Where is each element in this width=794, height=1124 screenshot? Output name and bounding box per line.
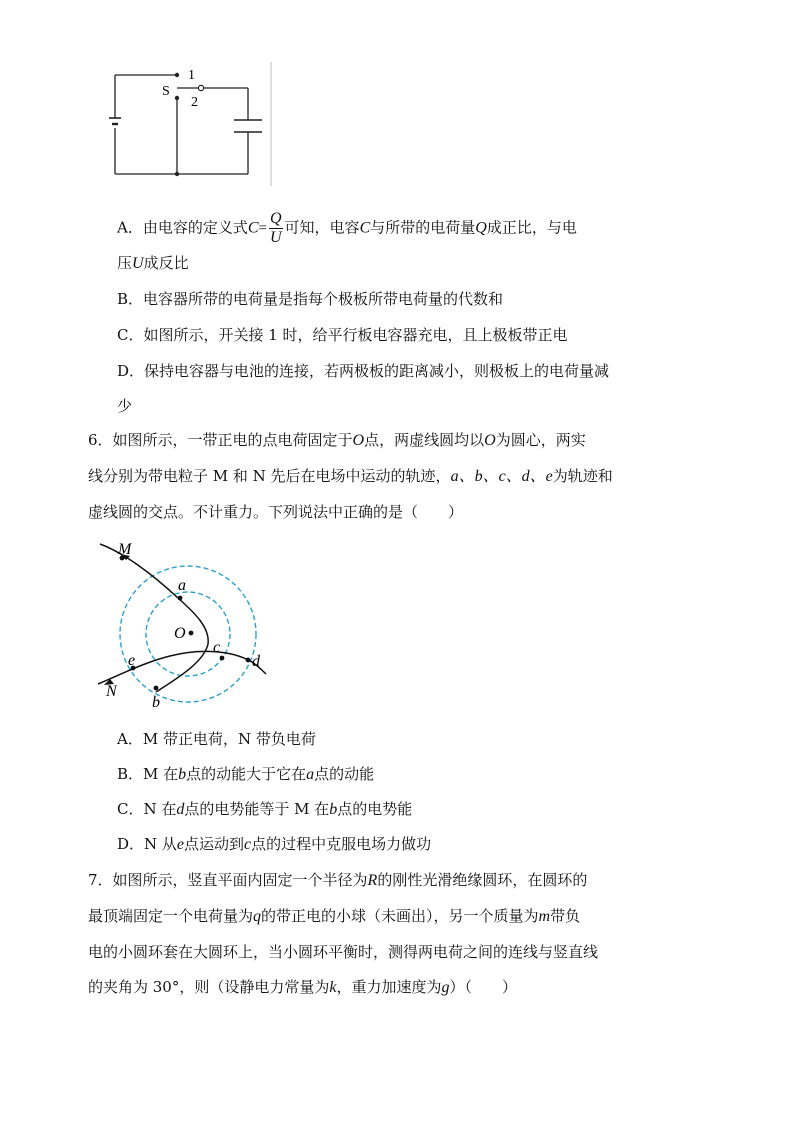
q5-option-a-line2: 压U成反比	[117, 254, 189, 272]
q7-stem-line3: 电的小圆环套在大圆环上，当小圆环平衡时，测得两电荷之间的连线与竖直线	[88, 943, 599, 961]
q6-stem-line2: 线分别为带电粒子 M 和 N 先后在电场中运动的轨迹，a、b、c、d、e为轨迹和	[88, 467, 613, 485]
q5-option-d-line2: 少	[117, 397, 133, 415]
label-o: O	[174, 625, 186, 642]
q5-option-d-line1: D．保持电容器与电池的连接，若两极板的距离减小，则极板上的电荷量减	[117, 362, 610, 380]
q6-stem-line3: 虚线圆的交点。不计重力。下列说法中正确的是（ ）	[88, 503, 464, 521]
fraction-q-over-u: $\frac{Q}{U}$	[269, 210, 282, 246]
label-a: a	[178, 577, 186, 594]
field-trajectory-diagram	[92, 538, 276, 710]
trajectory-n	[98, 651, 266, 684]
contact-1-label: 1	[188, 68, 195, 83]
q6-stem-line1: 6．如图所示，一带正电的点电荷固定于O点，两虚线圆均以O为圆心，两实	[88, 431, 586, 449]
label-c: c	[213, 639, 221, 656]
outer-dashed-circle	[120, 566, 256, 702]
q6-option-c: C．N 在d点的电势能等于 M 在b点的电势能	[117, 800, 413, 818]
label-e: e	[128, 652, 136, 669]
label-d: d	[252, 653, 260, 670]
circuit-diagram	[100, 58, 280, 190]
q5-option-b: B．电容器所带的电荷量是指每个极板所带电荷量的代数和	[117, 290, 504, 308]
q5-option-c: C．如图所示，开关接 1 时，给平行板电容器充电，且上极板带正电	[117, 326, 568, 344]
inner-dashed-circle	[146, 592, 230, 676]
q7-stem-line1: 7．如图所示，竖直平面内固定一个半径为R的刚性光滑绝缘圆环，在圆环的	[88, 871, 588, 889]
switch-label: S	[162, 84, 170, 99]
label-n: N	[106, 683, 117, 700]
q7-stem-line2: 最顶端固定一个电荷量为q的带正电的小球（未画出），另一个质量为m带负	[88, 907, 581, 925]
label-b: b	[152, 694, 160, 710]
q6-option-b: B．M 在b点的动能大于它在a点的动能	[117, 765, 375, 783]
label-m: M	[118, 541, 132, 558]
q5-option-a-line1: A．由电容的定义式C= $\frac{Q}{U}$ 可知，电容C与所带的电荷量Q成正比，与电	[117, 210, 577, 246]
q6-option-d: D．N 从e点运动到c点的过程中克服电场力做功	[117, 835, 432, 853]
q7-stem-line4: 的夹角为 30°，则（设静电力常量为k，重力加速度为g）（ ）	[88, 978, 517, 996]
q6-option-a: A．M 带正电荷，N 带负电荷	[117, 730, 316, 748]
contact-2-label: 2	[191, 95, 198, 110]
